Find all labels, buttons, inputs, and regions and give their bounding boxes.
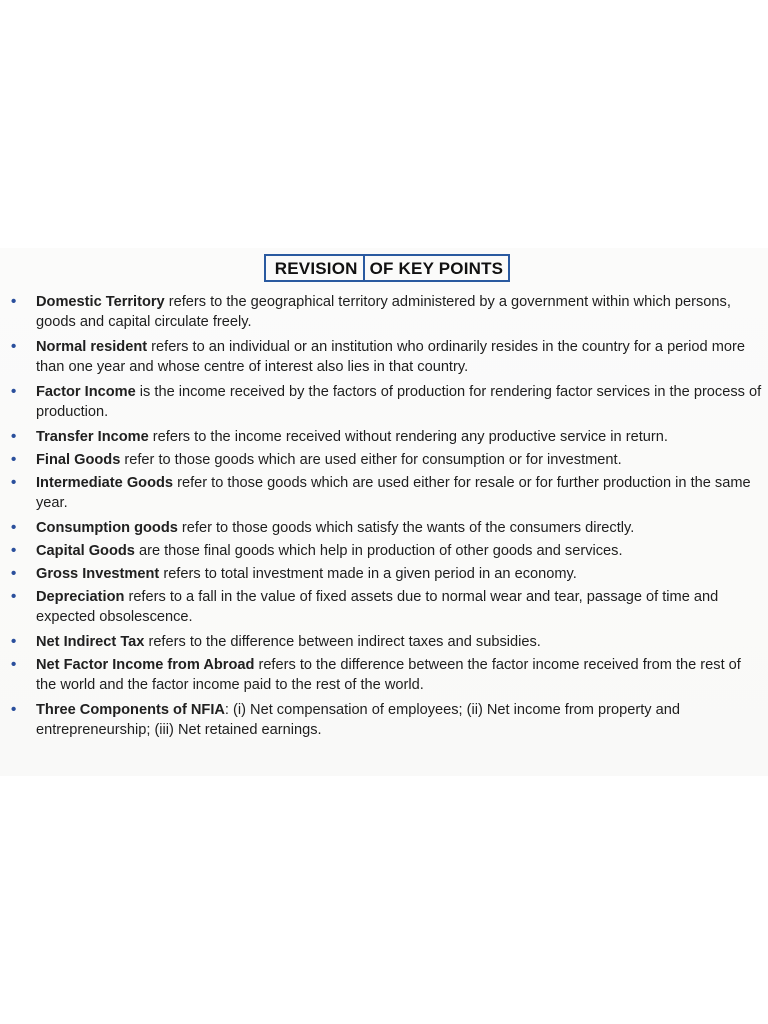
bullet-icon: •	[11, 451, 17, 468]
bullet-icon: •	[11, 701, 17, 718]
point-text: refer to those goods which are used either for resale or for further production in the same year.	[36, 475, 751, 511]
list-item-net-indirect-tax	[8, 632, 764, 652]
point-text: refers to total investment made in a given period in an economy.	[159, 566, 577, 582]
point-term: Capital Goods	[36, 543, 135, 559]
point-term: Gross Investment	[36, 566, 160, 582]
point-term: Final Goods	[36, 452, 121, 468]
key-points-list	[8, 292, 764, 745]
list-item-domestic-territory	[8, 292, 764, 332]
list-item-normal-resident	[8, 337, 764, 377]
point-term: Factor Income	[36, 384, 136, 400]
point-text: refer to those goods which are used either for consumption or for investment.	[120, 452, 622, 468]
list-item-gross-investment	[8, 564, 764, 584]
point-text: : (i) Net compensation of employees; (ii) Net income from property and entrepreneurship; (iii) Net retained earnings.	[36, 702, 680, 738]
point-text: refers to the difference between indirect taxes and subsidies.	[144, 634, 541, 650]
point-text: refers to the geographical territory administered by a government within which persons, goods and capital circulate freely.	[36, 294, 731, 330]
heading-box	[264, 254, 510, 282]
list-item-consumption-goods	[8, 518, 764, 538]
point-text: refers to the difference between the factor income received from the rest of the world and the factor income paid to the rest of the world.	[36, 657, 741, 693]
point-text: are those final goods which help in production of other goods and services.	[134, 543, 623, 559]
section-heading	[0, 254, 768, 282]
point-term: Depreciation	[36, 589, 125, 605]
point-text: refers to the income received without rendering any productive service in return.	[148, 429, 668, 445]
bullet-icon: •	[11, 338, 17, 355]
bullet-icon: •	[11, 565, 17, 582]
point-term: Domestic Territory	[36, 294, 165, 310]
bullet-icon: •	[11, 588, 17, 605]
bullet-icon: •	[11, 428, 17, 445]
heading-part-key-points: OF KEY POINTS	[369, 259, 504, 278]
bullet-icon: •	[11, 633, 17, 650]
point-text: refer to those goods which satisfy the wants of the consumers directly.	[177, 520, 635, 536]
bullet-icon: •	[11, 656, 17, 673]
list-item-depreciation	[8, 587, 764, 627]
point-term: Three Components of NFIA	[36, 702, 225, 718]
point-term: Net Indirect Tax	[36, 634, 145, 650]
list-item-final-goods	[8, 450, 764, 470]
list-item-factor-income	[8, 382, 764, 422]
point-text: refers to a fall in the value of fixed assets due to normal wear and tear, passage of time and expected obsolescence.	[36, 589, 719, 625]
point-term: Normal resident	[36, 339, 148, 355]
list-item-nfia	[8, 655, 764, 695]
list-item-capital-goods	[8, 541, 764, 561]
point-term: Net Factor Income from Abroad	[36, 657, 255, 673]
bullet-icon: •	[11, 519, 17, 536]
point-term: Transfer Income	[36, 429, 149, 445]
list-item-transfer-income	[8, 427, 764, 447]
point-text: refers to an individual or an institution who ordinarily resides in the country for a period more than one year and whose centre of interest also lies in that country.	[36, 339, 745, 375]
list-item-nfia-components	[8, 700, 764, 740]
point-term: Intermediate Goods	[36, 475, 174, 491]
bullet-icon: •	[11, 542, 17, 559]
heading-part-revision: REVISION	[266, 256, 365, 280]
list-item-intermediate-goods	[8, 473, 764, 513]
point-term: Consumption goods	[36, 520, 178, 536]
bullet-icon: •	[11, 293, 17, 310]
bullet-icon: •	[11, 474, 17, 491]
bullet-icon: •	[11, 383, 17, 400]
point-text: is the income received by the factors of production for rendering factor services in the process of production.	[36, 384, 762, 420]
